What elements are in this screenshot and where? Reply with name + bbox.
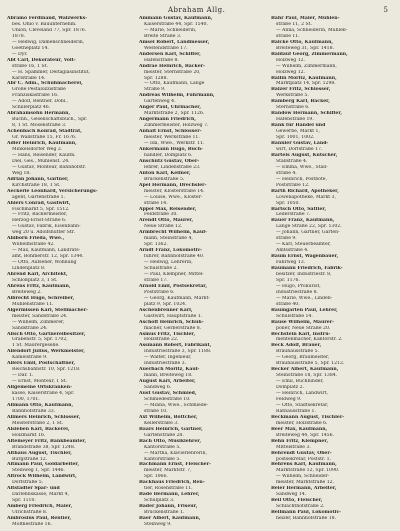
directory-entry-continuation: Straße 9. xyxy=(144,87,166,93)
directory-entry: Angermann Friedrich, xyxy=(139,117,196,123)
running-head: Abraham Allg. xyxy=(168,6,226,14)
directory-entry-continuation: Feldweg 9. xyxy=(276,397,302,402)
directory-entry-continuation: Schulstraße 2. xyxy=(144,266,178,272)
directory-entry-continuation: — Heinrich, Postbote, xyxy=(276,176,327,182)
directory-entry-continuation: — Emma, Wwe., Stall- xyxy=(276,164,328,170)
directory-entry: Bamberg Karl, Bäcker, xyxy=(271,99,330,105)
directory-entry: Backhaus Friedrich, Ren- xyxy=(139,480,205,486)
directory-entry-continuation: platz 9, Spr. 1024. xyxy=(144,301,187,307)
directory-entry-continuation: Breiteweg 44, Spr. 1456. xyxy=(276,432,334,438)
directory-entry-continuation: Holzweg 12. xyxy=(276,57,306,63)
directory-entry-continuation: macher, Gerberstraße 8. xyxy=(144,325,202,331)
directory-entry-continuation: — Hugo, Prokurist, xyxy=(276,283,321,289)
directory-entry: Asmus Fritz, Tischler, xyxy=(139,331,196,337)
directory-entry-continuation: straße 14. xyxy=(144,200,168,206)
directory-entry-continuation: meister, Sternstraße 20, xyxy=(144,69,201,75)
directory-entry: August Karl, Arbeiter, xyxy=(139,379,196,385)
directory-entry-continuation: Marktplatz 14, Spr. 1298. xyxy=(276,81,336,87)
directory-entry: Behrendt Gustav, Ober- xyxy=(271,450,332,456)
directory-entry-continuation: straße 9. xyxy=(276,236,297,242)
directory-entry-continuation: Schloßplatz 3, 1 St. xyxy=(12,277,58,283)
directory-entry: Bade Hermann, Lehrer, xyxy=(139,492,200,498)
directory-entry-continuation: agent, Gartenstraße 1. xyxy=(12,194,66,200)
directory-entry: Aschenbrenner Karl, xyxy=(139,307,193,313)
directory-entry-continuation: — Minna, Wwe., Schmiede- xyxy=(144,402,208,408)
directory-entry: Baldauf Georg, Zimmermann, xyxy=(271,51,348,57)
directory-entry-continuation: straße 11, 2 St. xyxy=(276,21,312,27)
directory-entry: Anhalt Ernst, Schlosser- xyxy=(139,129,202,135)
directory-entry-continuation: Schlachthofstraße 2. xyxy=(276,504,325,510)
directory-entry-continuation: Gastwirt, Hauptstraße 1. xyxy=(144,313,203,319)
directory-entry-continuation: 8, 1 St. Mosenstraße 3. xyxy=(12,123,67,129)
directory-entry: Arendt Otto, Maurer, xyxy=(139,218,194,224)
directory-entry-continuation: Poststraße 12. xyxy=(276,182,310,188)
directory-entry: Altrock Wilhelm, Landwirt, xyxy=(7,474,77,480)
directory-entry: Balcke Otto, Kaufmann, xyxy=(271,39,334,45)
directory-entry-continuation: — Wilhelm, Zimmerer, xyxy=(12,319,65,325)
directory-entry-continuation: Breite Straße 3. xyxy=(144,33,182,39)
directory-entry-continuation: mann, Breiteweg 18. xyxy=(144,373,193,379)
directory-entry-continuation: Gartenweg 4. xyxy=(144,99,176,105)
directory-entry-continuation: Löwenapotheke, Markt 3, xyxy=(276,194,336,200)
directory-entry: Altstädter Spar- und xyxy=(7,486,60,492)
page-number: 5 xyxy=(383,6,388,14)
directory-entry-continuation: — Ernst, Monteur, 1 St. xyxy=(12,379,68,385)
directory-entry: Bachmann Ernst, Fleischer- xyxy=(139,462,211,468)
directory-entry: Baum Ernst, Wagenbauer, xyxy=(271,254,339,260)
directory-entry-continuation: straße 16, 1 St. xyxy=(12,63,48,69)
directory-entry: Algermissen Karl, Stellmacher- xyxy=(7,307,88,313)
directory-entry: Bannier Gustav, Land- xyxy=(271,141,329,147)
directory-entry-continuation: Lindenplatz 8. xyxy=(12,266,46,272)
directory-entry: Adler Heinrich, Kaufmann, xyxy=(7,141,77,147)
directory-entry-continuation: — Louise, Wwe., Kloster- xyxy=(144,194,203,200)
directory-entry-continuation: Große Pestalozzistraße xyxy=(12,87,66,93)
directory-entry: Allmann Otto, Kaufmann, xyxy=(7,402,74,408)
directory-entry-continuation: Ulrichstraße 8. xyxy=(12,510,48,516)
directory-entry-continuation: Brauhausstraße 5, Spr. 1212. xyxy=(276,361,345,367)
directory-entry-continuation: weg 20 u. Adolfshütter Str. xyxy=(12,230,75,236)
directory-entry: Arndt Franz, Lokomotiv- xyxy=(139,248,202,254)
directory-entry: Balzer Fritz, Schlosser, xyxy=(271,87,331,93)
directory-entry-continuation: Breiteweg 31, Spr. 1418. xyxy=(276,45,334,51)
directory-entry-continuation: meister, Marktstraße 12. xyxy=(276,480,335,486)
directory-entry-continuation: Gr. Wallstraße 15, Fr. 1676. xyxy=(12,135,77,141)
directory-entry-continuation: Holzweg 12. xyxy=(276,69,306,75)
directory-entry-continuation: Stallstraße 4. xyxy=(276,158,308,164)
directory-entry-continuation: Mühlenstraße 11. xyxy=(12,301,54,307)
directory-entry-continuation: — Anna, Schneiderin, Mühlen- xyxy=(276,27,348,33)
directory-entry-continuation: Breiteweg 2. xyxy=(12,289,42,295)
directory-entry-continuation: — Wilhelm, Zimmermann, xyxy=(276,63,337,69)
directory-entry: Altmann Paul, Goldarbeiter, xyxy=(7,462,80,468)
directory-entry: Baars Heinrich, Gärtner, xyxy=(139,426,203,432)
directory-entry: Aeckerle Leonhard, Versicherungs- xyxy=(7,188,98,194)
directory-entry: Altemeyer Fritz, Bankbeamter, xyxy=(7,438,87,444)
directory-entry: Aschoff Heinrich, Schuh- xyxy=(139,319,204,325)
directory-entry: Ankermann Hugo, Buch- xyxy=(139,146,203,152)
directory-entry-continuation: meister, Holzstraße 6. xyxy=(276,420,328,426)
directory-entry-continuation: Industriestraße 8. xyxy=(276,289,319,295)
directory-entry: Arnold Emil, Postsekretär, xyxy=(139,283,207,289)
directory-entry-continuation: Kirchstraße 18, 1 St. xyxy=(12,182,61,188)
directory-entry-continuation: händler, Domplatz 6. xyxy=(144,152,193,158)
directory-entry: Allmers Heinrich, Schlosser, xyxy=(7,414,81,420)
directory-entry: Bandow Hermann, Schiffer, xyxy=(271,111,343,117)
directory-entry-continuation: Feldstraße 30. xyxy=(144,212,178,218)
directory-entry-continuation: Lange Straße 22, Spr. 1302. xyxy=(276,224,342,230)
directory-entry: Allgemeine Ortskranken- xyxy=(7,385,72,391)
directory-entry: Appel Max, Reisender, xyxy=(139,206,197,212)
directory-entry-continuation: führer, Bahnhofstraße 40. xyxy=(144,254,205,260)
directory-entry-continuation: Brückenstraße 1. xyxy=(144,510,185,516)
directory-entry: Abt Carl, Dekorateur, Volt- xyxy=(7,57,76,63)
directory-entry-continuation: straße 4. xyxy=(276,170,297,176)
directory-entry-continuation: — Gustav, Fabrik, Eisenbahn- xyxy=(12,224,81,230)
directory-entry-continuation: — Ida, Wwe., Werkstr. 11. xyxy=(144,141,205,147)
directory-entry-continuation: Spr. 1050. xyxy=(276,200,300,206)
directory-entry-continuation: Sandstraße 24. xyxy=(12,325,48,331)
directory-entry-continuation: Amtsstraße 4. xyxy=(276,248,309,254)
directory-entry-continuation: Brandstraße 38, Spr. 1248. xyxy=(12,444,76,450)
directory-entry-continuation: — Adolf, Rentner, Dobl., xyxy=(12,99,69,105)
directory-entry-continuation: kasse, Kaiserstraße 4, Spr. xyxy=(12,391,75,397)
directory-entry: Andersen Karl, Schiffer, xyxy=(139,51,201,57)
directory-entry-continuation: Fischmarkt 5, Spr. 1512. xyxy=(12,206,70,212)
directory-entry-continuation: Spr. 1362. xyxy=(144,242,168,248)
directory-entry-continuation: Sternstraße 6. xyxy=(276,105,310,111)
directory-entry-continuation: — Emil, Buchbinder, xyxy=(276,379,324,385)
directory-entry-continuation: Reichsbahnstr. 10, Spr. 1218. xyxy=(12,367,81,373)
directory-entry-continuation: Poststraße 6. xyxy=(144,289,175,295)
directory-entry-continuation: Diel, Ges., Mühlenst. 24. xyxy=(12,158,70,164)
directory-entry-continuation: — Gustav, Monteur, Bahnhofstr. xyxy=(12,164,86,170)
directory-entry-continuation: — Heinrich, Landwirt, xyxy=(276,391,328,397)
directory-entry: Bach Otto, Musiklehrer, xyxy=(139,438,202,444)
directory-entry-continuation: amt, Böhmerstr. 12, Spr. 1344. xyxy=(12,254,84,260)
directory-entry-continuation: 1 St. Maurergeselle. xyxy=(12,343,60,349)
directory-entry-continuation: Kamelstraße 9. xyxy=(12,355,48,361)
directory-entry-continuation: Burgstraße 12. xyxy=(12,456,48,462)
directory-entry-continuation: Darlehnskasse, Markt 4, xyxy=(12,492,70,498)
directory-entry-continuation: Buchh., Gesellschaftsbuch., Spr. xyxy=(12,117,88,123)
directory-entry-continuation: — Otto, Kaufmann, Lange xyxy=(144,81,205,87)
directory-entry: Barth Richard, Apotheker, xyxy=(271,188,339,194)
directory-entry-continuation: Gewerbe, Markt 1, xyxy=(276,129,320,135)
directory-entry: Assmann Robert, Fabrikant, xyxy=(139,343,212,349)
directory-entry-continuation: tier, Rosenstraße 11. xyxy=(144,486,193,492)
directory-entry-continuation: — Wilhelm, Schneider- xyxy=(276,474,330,480)
directory-entry: Ahlers Conrad, Gastwirt, xyxy=(7,200,71,206)
directory-entry-continuation: Kellerstraße 3. xyxy=(144,420,179,426)
directory-entry: Abramo Ferdinand, Walzwerks- xyxy=(7,16,88,21)
directory-entry: Andrae Heinrich, Bäcker- xyxy=(139,63,205,69)
directory-entry-continuation: Kantorstraße 5. xyxy=(144,456,181,462)
directory-entry: Anton Karl, Kellner, xyxy=(139,170,191,176)
directory-entry-continuation: heizer, Bahnhofstraße 18. xyxy=(276,516,337,522)
directory-entry: Abrahamsohn Hermann, xyxy=(7,111,71,117)
directory-entry-continuation: Industriestraße 3. xyxy=(144,361,187,367)
directory-entry-continuation: Weg 18. xyxy=(12,170,31,176)
directory-entry: Althaus August, Tischler, xyxy=(7,450,72,456)
directory-entry-continuation: Kantorstraße 5. xyxy=(144,444,181,450)
directory-entry: Adrian Johann, Gärtner, xyxy=(7,176,69,182)
directory-entry: Apel Hermann, Drechsler- xyxy=(139,182,207,188)
directory-entry-continuation: Brückenstraße 5. xyxy=(144,176,185,182)
directory-entry: Bauer Franz, Kaufmann, xyxy=(271,218,335,224)
directory-entry-continuation: Moltkestraße 16. xyxy=(12,522,52,526)
directory-entry-continuation: Industriestraße 3, Spr. 1188. xyxy=(144,349,212,355)
directory-entry: Ballin Moritz, Kaufmann, xyxy=(271,75,337,81)
directory-entry-continuation: Steinweg 9. xyxy=(144,522,172,526)
directory-entry-continuation: Steinstraße 18, Spr. 1384. xyxy=(276,373,338,379)
directory-entry: Bank für Handel und xyxy=(271,123,326,129)
directory-entry-continuation: — Karl, Steuerbeamter, xyxy=(276,242,331,248)
directory-entry: Bartsch Otto, Sattler, xyxy=(271,206,327,212)
column-2 xyxy=(139,16,262,526)
directory-entry: Axt Wilhelm, Böttcher, xyxy=(139,414,198,420)
directory-entry-continuation: Holzstraße 22. xyxy=(144,337,179,343)
directory-entry-continuation: Werkstraße 5. xyxy=(276,93,309,99)
directory-entry-continuation: Sandweg 6. xyxy=(144,385,172,391)
directory-entry-continuation: Neue Straße 12. xyxy=(144,224,183,230)
directory-entry: Alisch Otto, Gärtnereibesitzer, xyxy=(7,331,86,337)
directory-entry-continuation: Schillerplatz 46. xyxy=(12,105,51,111)
directory-entry-continuation: Herzog-Ernst-Straße 6. xyxy=(12,218,67,224)
directory-entry: Behrens Karl, Kaufmann, xyxy=(271,462,337,468)
directory-entry-continuation: Rathausstraße 1. xyxy=(276,408,316,414)
directory-entry: Amsel Robert, Landmesser, xyxy=(139,39,210,45)
directory-entry: Beckmann August, Tischler- xyxy=(271,414,345,420)
directory-entry-continuation: Bahnhofstraße 33. xyxy=(12,408,56,414)
directory-entry-continuation: — Hans, Reisender, Kaufm. xyxy=(12,152,76,158)
column-1 xyxy=(7,16,130,526)
directory-entry-continuation: Grabenstr. 5, Spr. 1702, xyxy=(12,337,68,343)
directory-entry-continuation: Spr. 1288. xyxy=(144,75,168,81)
directory-entry-continuation: Schulstraße 14. xyxy=(276,313,313,319)
directory-entry: Achenbach Konrad, Stadtrat, xyxy=(7,129,82,135)
page-header xyxy=(0,4,400,16)
directory-entry-continuation: Lederstraße 7. xyxy=(276,212,311,218)
directory-entry: Albrecht Hugo, Schreiber, xyxy=(7,295,75,301)
directory-entry: Baer Albert, Kaufmann, xyxy=(139,516,201,522)
directory-entry-continuation: Gartenstraße 28. xyxy=(144,432,184,438)
directory-entry-continuation: Karlstraße 14. xyxy=(12,75,46,81)
directory-entry: Bartels August, Kutscher, xyxy=(271,152,338,158)
directory-entry: Ahrend Karl, Architekt, xyxy=(7,271,68,277)
directory-entry: Allendorf Julius, Werkmeister, xyxy=(7,349,85,355)
directory-entry-continuation: Steinweg 1, Spr. 1446. xyxy=(12,468,65,474)
column-3 xyxy=(271,16,394,526)
directory-entry-continuation: — Hedwig, Lehrerin, xyxy=(144,260,193,266)
directory-entry-continuation: wirt, Dorfstraße 17. xyxy=(276,146,323,152)
directory-entry-continuation: Schmiedestraße 10. xyxy=(144,397,191,402)
directory-entry-continuation: Marktstraße 2, Spr. 1126. xyxy=(144,111,205,117)
directory-entry: Ambrosius Paul, Rentier, xyxy=(7,516,72,522)
directory-entry-continuation: Sandweg 14. xyxy=(276,492,307,498)
directory-entry-continuation: Hafenstraße 19. xyxy=(276,117,314,123)
directory-entry-continuation: besitzer, Industriestr. 8, xyxy=(276,271,332,277)
directory-entry-continuation: — Marie, Schneiderin, xyxy=(144,27,197,33)
directory-entry-continuation: mann, Steinstraße 4, xyxy=(144,236,193,242)
directory-entry: Bader Johann, Friseur, xyxy=(139,504,198,510)
directory-entry-continuation: Zimmermeister, Holzweg 7. xyxy=(144,123,209,129)
directory-entry-continuation: — Fritz, Bäckermeister, xyxy=(12,212,68,218)
directory-entry: Amberg Friedrich, Maler, xyxy=(7,504,73,510)
directory-entry-continuation: — Paul, Klempner, Mittel- xyxy=(144,271,204,277)
directory-entry-continuation: Hafenstraße 8. xyxy=(144,57,179,63)
directory-entry-continuation: Domplatz 2. xyxy=(276,385,305,391)
directory-entry-continuation: — Hedwig, Damenschneiderin, xyxy=(12,39,85,45)
directory-entry: Bellmann Paul, Lokomotiv- xyxy=(271,510,341,516)
directory-entry: Anschütz Gustav, Ober- xyxy=(139,158,200,164)
directory-entry-continuation: — Johann, Gärtner, Garten- xyxy=(276,230,340,236)
directory-entry: Baumann Friedrich, Fabrik- xyxy=(271,266,343,272)
directory-entry-continuation: Spr. 1066. xyxy=(144,474,168,480)
directory-entry-continuation: — H. Spammer, Deltaglasinstitut, xyxy=(12,69,91,75)
directory-entry: Bechstein Karl, Instru- xyxy=(271,331,331,337)
directory-entry: Bähr Paul, Maler, Mühlen- xyxy=(271,16,340,21)
directory-entry-continuation: — Max, Kaufmann, Landrats- xyxy=(12,248,81,254)
directory-entry-continuation: bes. Ohio v. Bauunternehm. xyxy=(12,21,77,27)
directory-entry-continuation: Spr. 1110. xyxy=(12,498,36,504)
directory-entry: Aust Gustav, Schmied, xyxy=(139,391,197,397)
directory-entry: Behn Fritz, Klempner, xyxy=(271,438,329,444)
directory-entry-continuation: Dorfstraße 5. xyxy=(12,480,44,486)
directory-entry-continuation: postsekretär, Poststr. 1. xyxy=(276,456,331,462)
directory-entry-continuation: meister, Klosterstraße 14. xyxy=(144,188,205,194)
directory-entry-continuation: straße 17. xyxy=(144,277,168,283)
directory-entry-continuation: Mittelstraße 3. xyxy=(276,444,311,450)
directory-entry-continuation: Schulplatz 3. xyxy=(144,498,175,504)
directory-entry-continuation: Holzmarkt 16. xyxy=(12,432,46,438)
directory-entry-continuation: — Georg, Kaufmann, Markt- xyxy=(144,295,210,301)
directory-entry-continuation: Westendstraße 17. xyxy=(144,45,188,51)
directory-entry-continuation: Wilhelmstraße 42. xyxy=(12,242,55,248)
directory-entry-continuation: meister, Sandstraße 24. xyxy=(12,313,68,319)
directory-entry: Becker Albert, Kaufmann, xyxy=(271,367,339,373)
directory-entry-continuation: — Otto, Aufseher, Wohnung xyxy=(12,260,77,266)
directory-entry-continuation: Franziskastraße 16. xyxy=(12,93,59,99)
directory-entry: Andreas Wilhelm, Fuhrmann, xyxy=(139,93,215,99)
directory-entry-continuation: Marktstraße 12, Spr. 1090. xyxy=(276,468,340,474)
directory-entry-continuation: 1700, 1701. xyxy=(12,397,40,402)
directory-entry-continuation: — Marie, Wwe., Linden- xyxy=(276,295,333,301)
directory-entry: Alsleben Karl, Bäckerei, xyxy=(7,426,70,432)
directory-entry: Armbrecht Wilhelm, Kauf- xyxy=(139,230,207,236)
directory-entry-continuation: — Georg, Braumeister, xyxy=(276,355,330,361)
directory-entry-continuation: straße 11. xyxy=(276,33,300,39)
directory-entry-continuation: straße 10. xyxy=(144,408,168,414)
directory-entry: Ammann Gustav, Kaufmann, xyxy=(139,16,213,21)
directory-entry: Ahlborn Frieda, Wwe., xyxy=(7,236,65,242)
directory-entry: Ahrens Fritz, Kaufmann, xyxy=(7,283,71,289)
directory-entry: Beil Otto, Fleischer, xyxy=(271,498,323,504)
directory-entry: Beck Adolf, Brauer, xyxy=(271,343,322,349)
directory-entry-continuation: Goetheplatz 14. xyxy=(12,45,49,51)
directory-entry-continuation: meister, Marktstr. 7, xyxy=(144,468,192,474)
directory-entry-continuation: meister, Werkstraße 11. xyxy=(144,135,200,141)
directory-entry-continuation: Fahrweg 13. xyxy=(276,260,306,266)
directory-entry-continuation: Brauhausstraße 5. xyxy=(276,349,320,355)
directory-entry-continuation: Spr. 1001, 1002. xyxy=(276,135,315,141)
directory-entry-continuation: straße 40. xyxy=(276,301,300,307)
directory-entry: Baumgarten Paul, Lehrer, xyxy=(271,307,338,313)
directory-entry-continuation: lehrer, Lindenstraße 23. xyxy=(144,164,201,170)
directory-entry: Beer Max, Kaufmann, xyxy=(271,426,328,432)
directory-entry: Beier Hermann, Arbeiter, xyxy=(271,486,337,492)
directory-entry-continuation: Union, Cleveland 77, Spr. 1876. xyxy=(12,27,87,33)
directory-entry: Abr C. Adm., Schuhmacherei, xyxy=(7,81,83,87)
directory-entry: Auerbach Moritz, Kauf- xyxy=(139,367,200,373)
directory-entry-continuation: polier, Neue Straße 20. xyxy=(276,325,331,331)
directory-entry-continuation: — Walter, Ingenieur, xyxy=(144,355,192,361)
directory-entry-continuation: — Dar. 1. xyxy=(12,373,34,379)
directory-entry: Allers Emil, Postschaffner, xyxy=(7,361,76,367)
directory-entry-continuation: — Dyr. xyxy=(12,51,28,57)
directory-entry-continuation: Spr. 1176. xyxy=(276,277,300,283)
directory-entry-continuation: — Otto, Stadtsekretär, xyxy=(276,402,329,408)
directory-entry-continuation: — Martha, Klavierlehrerin, xyxy=(144,450,207,456)
directory-entry: Bause Wilhelm, Maurer- xyxy=(271,319,335,325)
directory-entry-continuation: 1878. xyxy=(12,33,26,39)
directory-entry-continuation: mentenmacher, Kantorstr. 2. xyxy=(276,337,343,343)
directory-entry-continuation: Kaiserstraße 44, Spr. 1540. xyxy=(144,21,208,27)
directory-entry-continuation: Minkelsdorfer Weg 2. xyxy=(12,146,63,152)
directory-entry: Anger Paul, Uhrmacher, xyxy=(139,105,201,111)
directory-entry-continuation: Meisterstraße 2, 1 St. xyxy=(12,420,64,426)
